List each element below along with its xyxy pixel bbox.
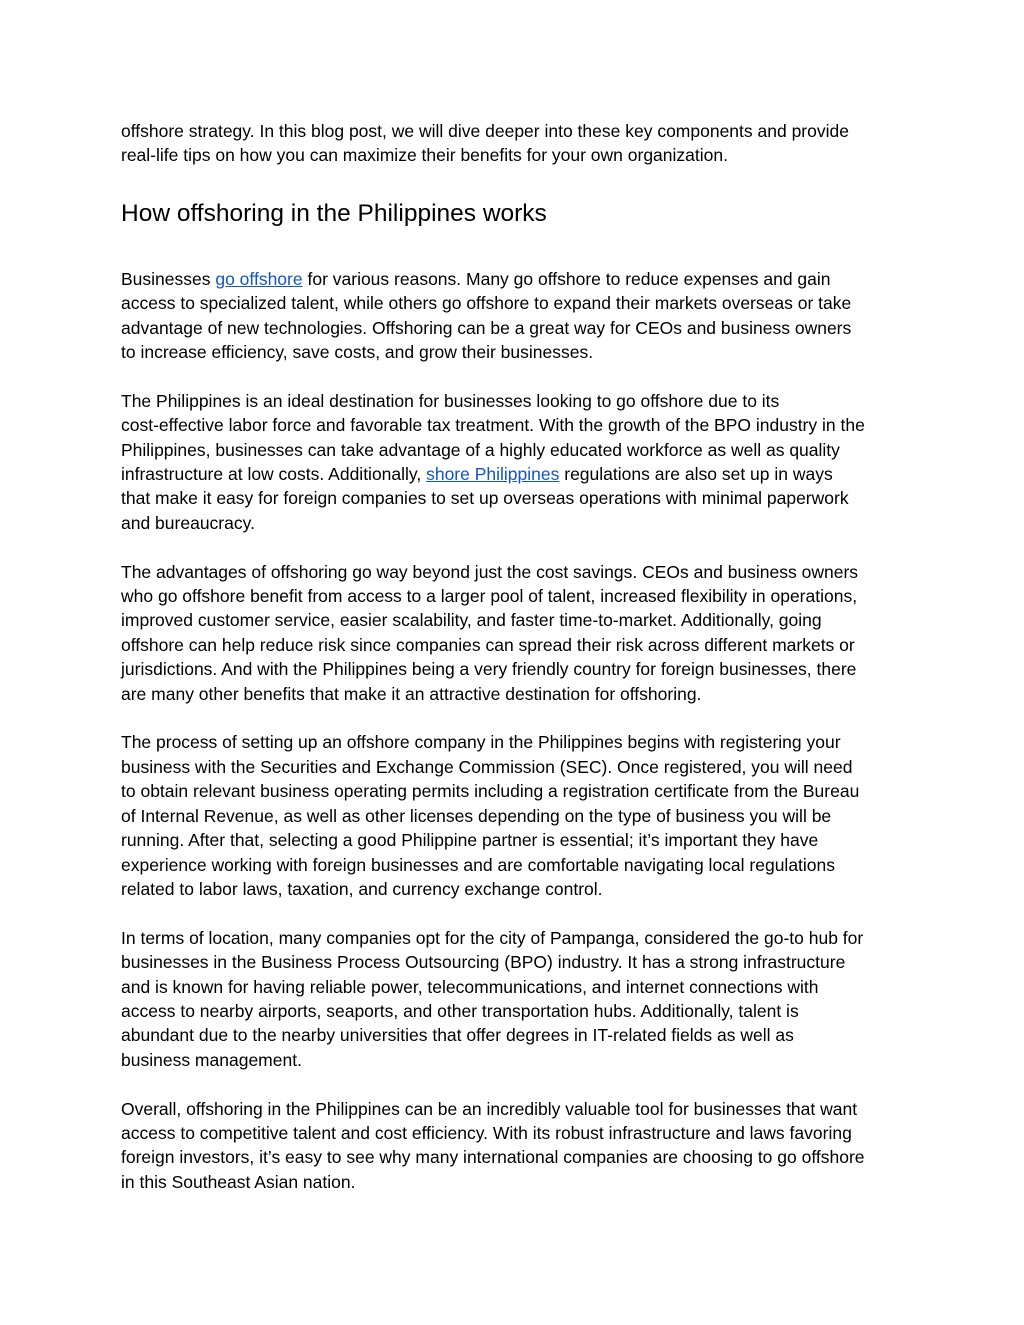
text-line: improved customer service, easier scalability, and faster time-to-market. Additionally, going [121, 610, 822, 631]
text-line: offshore can help reduce risk since companies can spread their risk across different markets or [121, 634, 855, 655]
text-line: The process of setting up an offshore company in the Philippines begins with registering your [121, 732, 841, 753]
text-line: access to nearby airports, seaports, and other transportation hubs. Additionally, talent is [121, 1000, 799, 1021]
text-line: Philippines, businesses can take advantage of a highly educated workforce as well as quality [121, 439, 840, 460]
text-line: offshore strategy. In this blog post, we will dive deeper into these key components and provide [121, 121, 849, 141]
text-line: and is known for having reliable power, telecommunications, and internet connections with [121, 976, 819, 997]
text-line: in this Southeast Asian nation. [121, 1171, 356, 1192]
text-line: real-life tips on how you can maximize their benefits for your own organization. [121, 145, 728, 166]
paragraph-6 [121, 1097, 905, 1195]
paragraph-3 [121, 560, 905, 706]
text-line: who go offshore benefit from access to a larger pool of talent, increased flexibility in operations, [121, 586, 858, 607]
text-line: that make it easy for foreign companies to set up overseas operations with minimal paperwork [121, 488, 849, 509]
text-segment: infrastructure at low costs. Additionally, [121, 464, 427, 485]
paragraph-1 [121, 267, 905, 365]
text-line: to increase efficiency, save costs, and grow their businesses. [121, 342, 594, 363]
text-line: advantage of new technologies. Offshoring can be a great way for CEOs and business owners [121, 317, 852, 338]
text-line: businesses in the Business Process Outsourcing (BPO) industry. It has a strong infrastructure [121, 952, 846, 973]
paragraph-2 [121, 389, 905, 535]
text-line: cost-effective labor force and favorable tax treatment. With the growth of the BPO industry in the [121, 415, 865, 436]
text-line: of Internal Revenue, as well as other licenses depending on the type of business you will be [121, 805, 832, 826]
text-segment: for various reasons. Many go offshore to reduce expenses and gain [302, 268, 831, 289]
text-line: are many other benefits that make it an attractive destination for offshoring. [121, 683, 702, 704]
text-segment: regulations are also set up in ways [559, 464, 833, 485]
text-line: experience working with foreign businesses and are comfortable navigating local regulations [121, 854, 836, 875]
text-line: running. After that, selecting a good Philippine partner is essential; it’s important they have [121, 830, 819, 851]
text-line: to obtain relevant business operating permits including a registration certificate from the Bureau [121, 781, 860, 802]
document-page [121, 119, 905, 1194]
text-line [121, 462, 905, 486]
text-line: The advantages of offshoring go way beyond just the cost savings. CEOs and business owners [121, 561, 859, 582]
shore-philippines-link[interactable]: shore Philippines [426, 464, 560, 485]
text-line: access to competitive talent and cost efficiency. With its robust infrastructure and laws favoring [121, 1122, 852, 1143]
section-heading: How offshoring in the Philippines works [121, 199, 547, 227]
text-line: access to specialized talent, while others go offshore to expand their markets overseas or take [121, 293, 852, 314]
text-line: abundant due to the nearby universities that offer degrees in IT-related fields as well as [121, 1025, 794, 1046]
text-line: related to labor laws, taxation, and currency exchange control. [121, 878, 603, 899]
text-line: and bureaucracy. [121, 512, 255, 533]
text-line: business with the Securities and Exchange Commission (SEC). Once registered, you will need [121, 756, 853, 777]
text-segment: Businesses [121, 268, 216, 289]
text-line: In terms of location, many companies opt for the city of Pampanga, considered the go-to hub for [121, 927, 864, 948]
go-offshore-link[interactable]: go offshore [215, 268, 303, 289]
paragraph-5 [121, 926, 905, 1072]
text-line: jurisdictions. And with the Philippines being a very friendly country for foreign businesses, there [121, 659, 857, 680]
text-line: business management. [121, 1049, 302, 1070]
text-line: Overall, offshoring in the Philippines can be an incredibly valuable tool for businesses that want [121, 1098, 858, 1119]
paragraph-4 [121, 730, 905, 901]
text-line: The Philippines is an ideal destination for businesses looking to go offshore due to its [121, 390, 780, 411]
text-line: foreign investors, it’s easy to see why many international companies are choosing to go offshore [121, 1147, 865, 1168]
text-line [121, 267, 905, 291]
intro-paragraph [121, 119, 905, 168]
